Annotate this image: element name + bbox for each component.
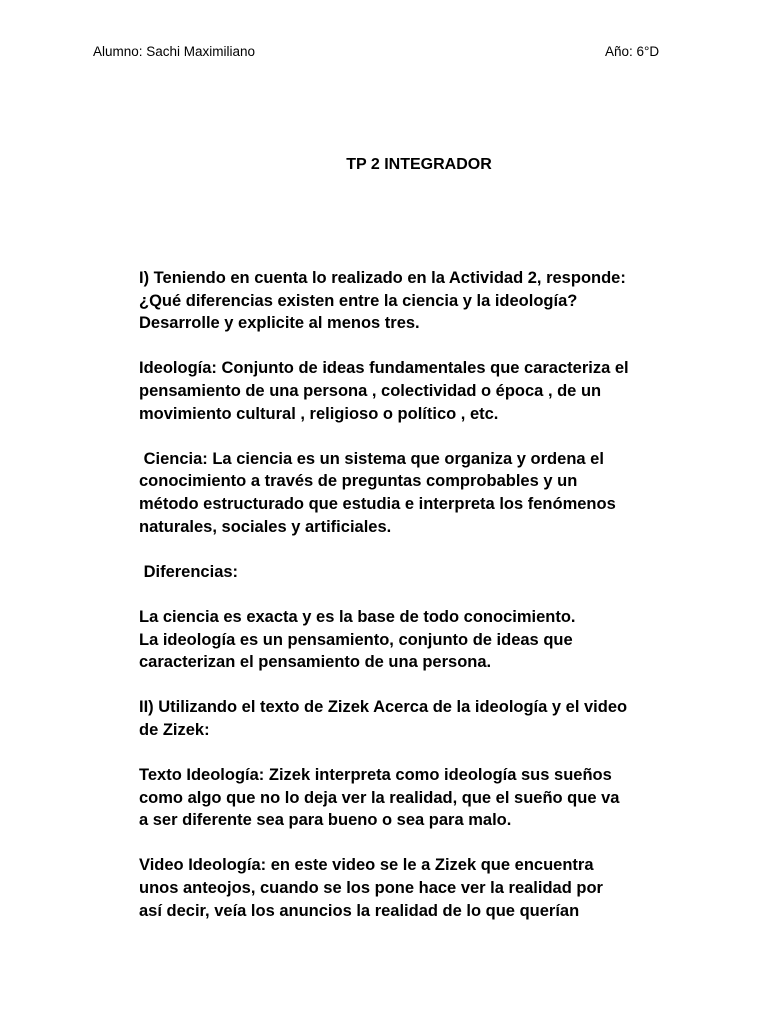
text-line: de Zizek: <box>139 720 210 739</box>
paragraph-question-1 <box>139 267 699 335</box>
text-line: ¿Qué diferencias existen entre la ciencia y la ideología? <box>139 291 578 310</box>
student-year: Año: 6°D <box>605 44 660 59</box>
text-line: Desarrolle y explicite al menos tres. <box>139 314 420 333</box>
text-line: La ciencia es exacta y es la base de todo conocimiento. <box>139 607 576 626</box>
text-line: unos anteojos, cuando se los pone hace ver la realidad por <box>139 879 603 898</box>
student-name: Alumno: Sachi Maximiliano <box>93 44 256 59</box>
text-line: naturales, sociales y artificiales. <box>139 517 392 536</box>
paragraph-diferencias <box>139 606 699 674</box>
text-line: Diferencias: <box>139 562 239 581</box>
text-line: movimiento cultural , religioso o político , etc. <box>139 404 499 423</box>
text-line: a ser diferente sea para bueno o sea para malo. <box>139 811 512 830</box>
text-line: método estructurado que estudia e interpreta los fenómenos <box>139 494 616 513</box>
text-line: Video Ideología: en este video se le a Zizek que encuentra <box>139 856 594 875</box>
paragraph-video-ideologia <box>139 854 699 922</box>
paragraph-ciencia <box>139 448 699 538</box>
text-line: como algo que no lo deja ver la realidad, que el sueño que va <box>139 788 620 807</box>
text-line: pensamiento de una persona , colectividad o época , de un <box>139 381 602 400</box>
text-line: La ideología es un pensamiento, conjunto de ideas que <box>139 630 573 649</box>
text-line: Texto Ideología: Zizek interpreta como ideología sus sueños <box>139 766 612 785</box>
text-line: I) Teniendo en cuenta lo realizado en la Actividad 2, responde: <box>139 269 626 287</box>
text-line: II) Utilizando el texto de Zizek Acerca de la ideología y el video <box>139 698 628 717</box>
document-body <box>139 267 699 945</box>
text-line: así decir, veía los anuncios la realidad de lo que querían <box>139 901 580 920</box>
document-title: TP 2 INTEGRADOR <box>346 156 492 173</box>
text-line: caracterizan el pensamiento de una persona. <box>139 653 492 672</box>
paragraph-ideologia <box>139 357 699 425</box>
text-line: Ideología: Conjunto de ideas fundamentales que caracteriza el <box>139 359 629 378</box>
text-line: conocimiento a través de preguntas comprobables y un <box>139 472 578 491</box>
text-line: Ciencia: La ciencia es un sistema que organiza y ordena el <box>139 449 604 468</box>
paragraph-texto-ideologia <box>139 764 699 832</box>
paragraph-diferencias-heading <box>139 561 699 584</box>
paragraph-question-2 <box>139 696 699 741</box>
